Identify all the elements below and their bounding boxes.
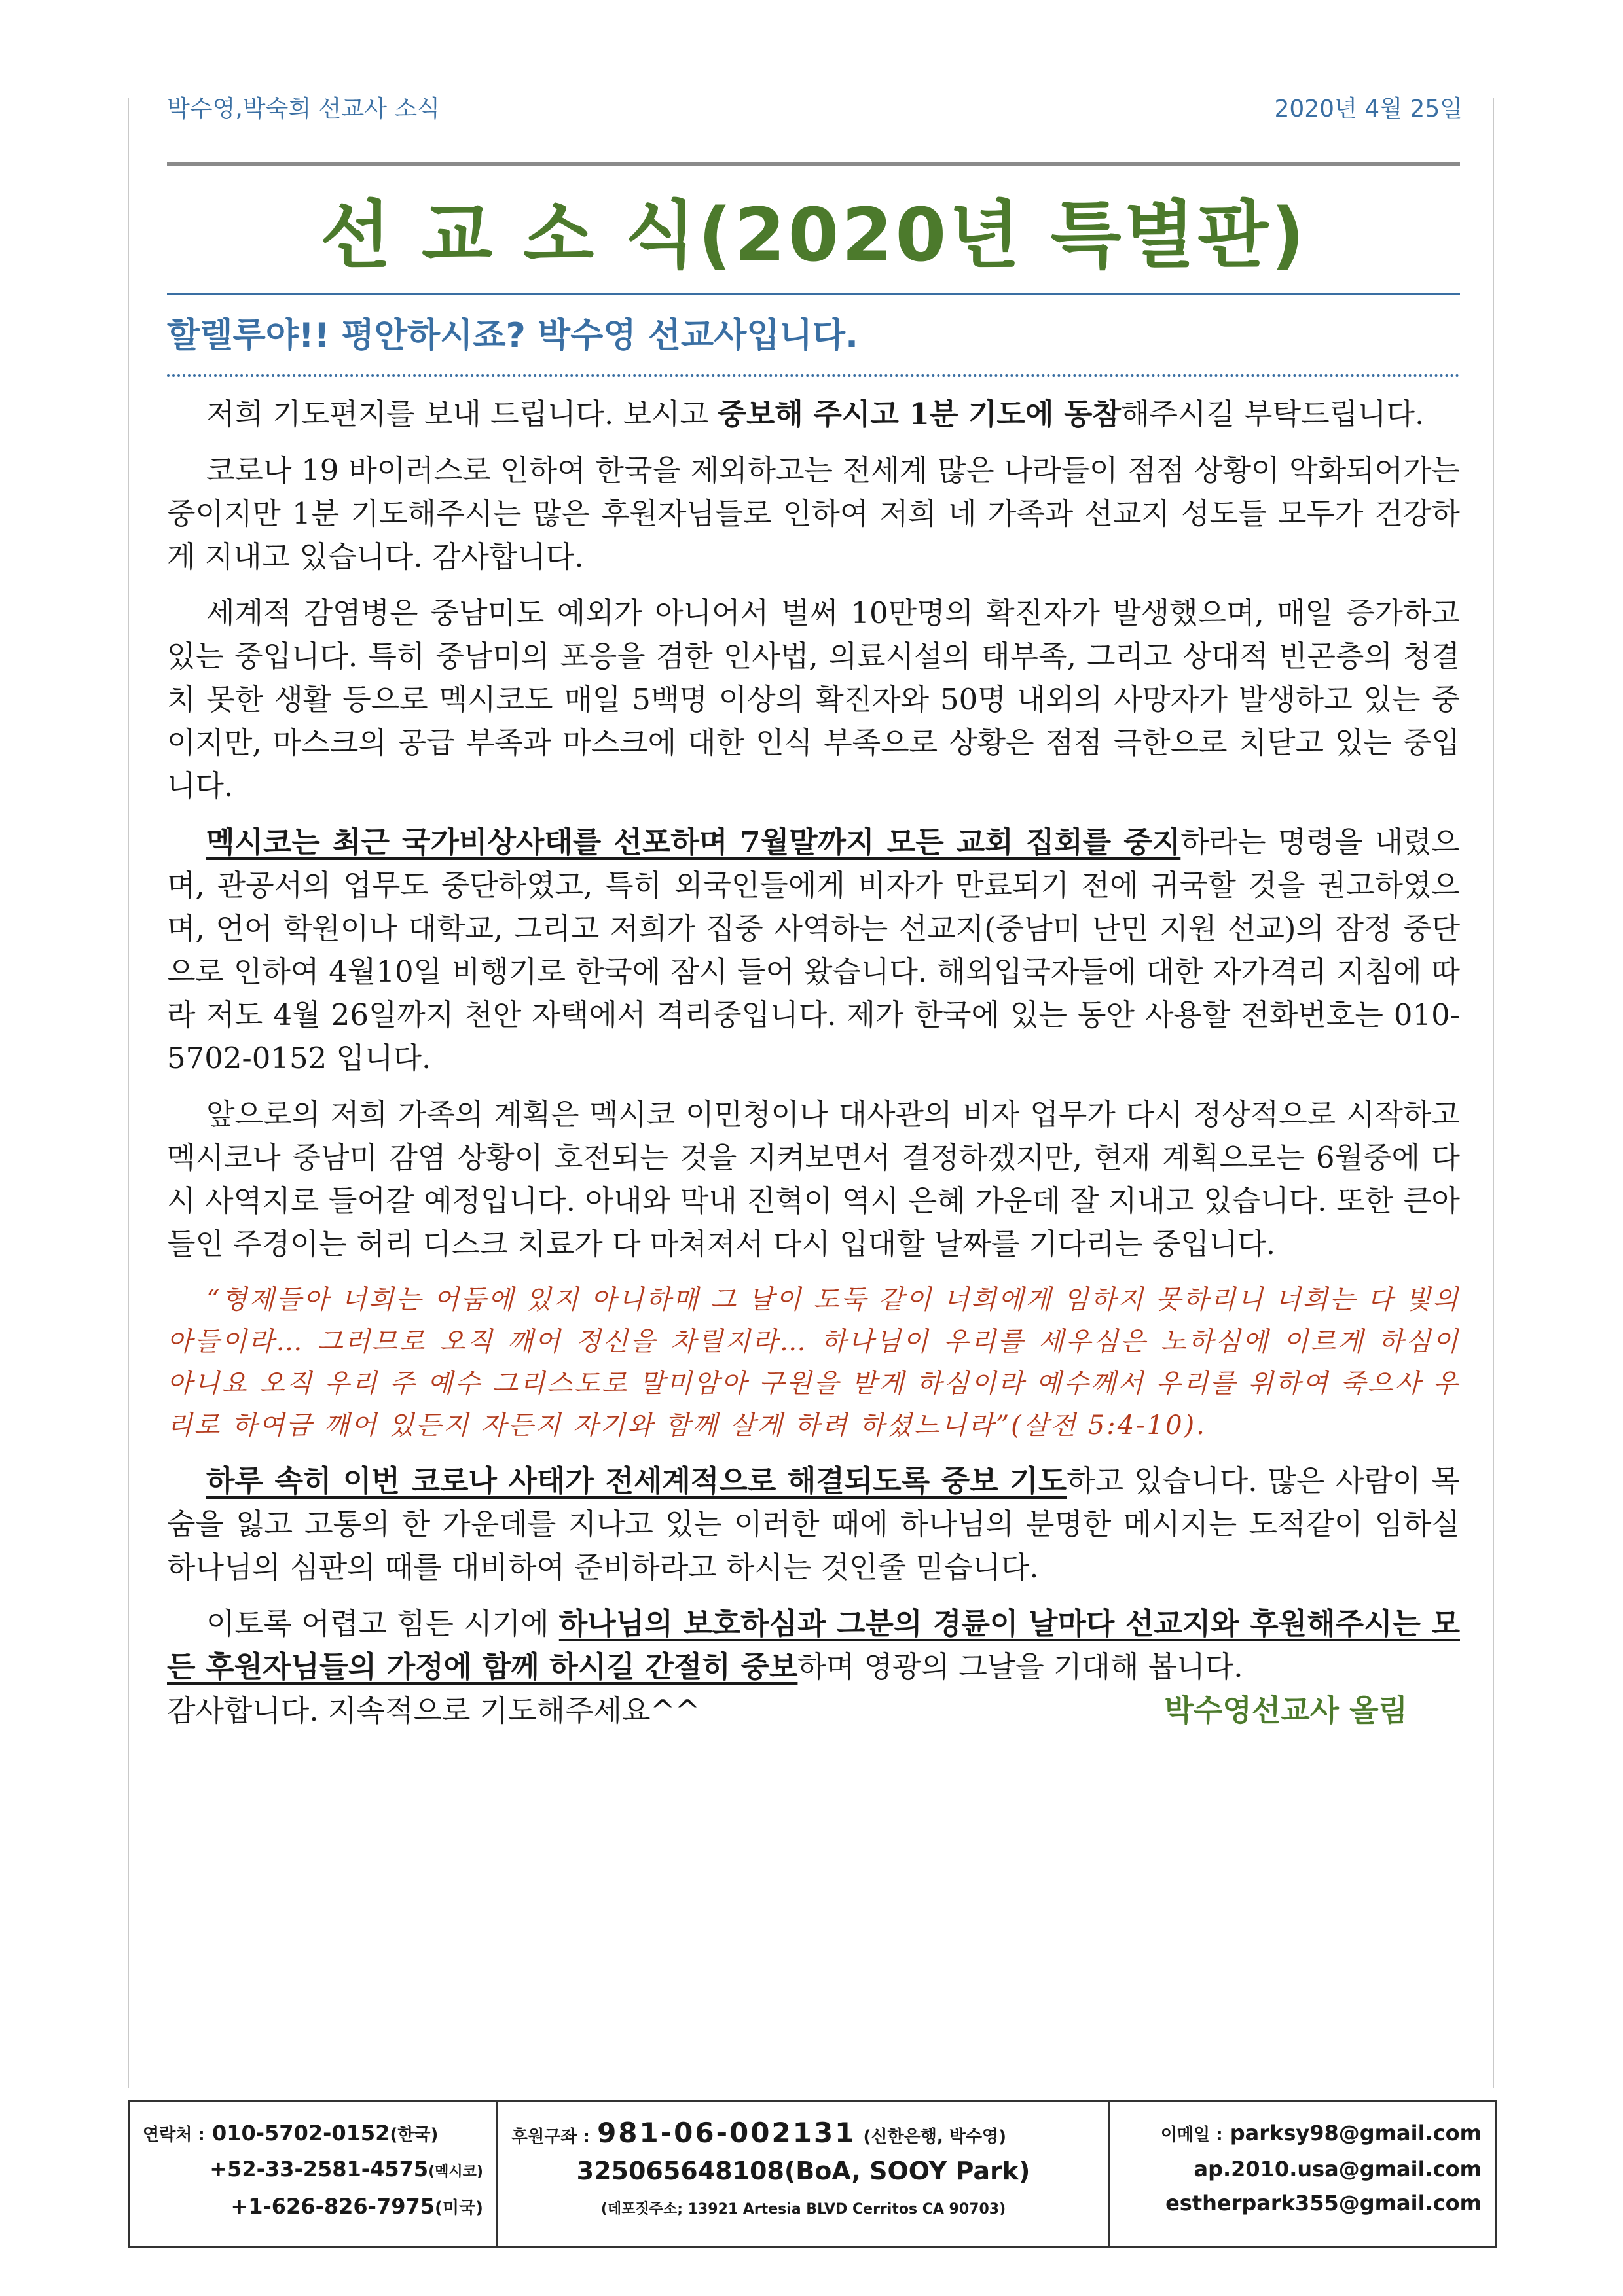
dotted-divider: [167, 374, 1460, 377]
paragraph-3: 세계적 감염병은 중남미도 예외가 아니어서 벌써 10만명의 확진자가 발생했으며, 매일 증가하고 있는 중입니다. 특히 중남미의 포응을 겸한 인사법, 의료시설의 태부족, 그리고 상대적 빈곤층의 청결치 못한 생활 등으로 멕시코도 매일 5백명 이상의 확진자와 50명 내외의 사망자가 발생하고 있는 중이지만, 마스크의 공급 부족과 마스크에 대한 인식 부족으로 상황은 점점 극한으로 치닫고 있는 중입니다.: [167, 596, 1460, 803]
p1-text: 저희 기도편지를 보내 드립니다. 보시고: [206, 397, 718, 431]
footer-account: [496, 2102, 1108, 2246]
p4-underlined: 멕시코는 최근 국가비상사태를 선포하며 7월말까지 모든 교회 집회를 중지: [206, 825, 1181, 859]
account-usa-number: 325065648108(BoA, SOOY Park): [576, 2157, 1030, 2185]
p6-text: 하고 있습니다. 많은 사람이 목숨을 잃고 고통의 한 가운데를 지나고 있는 이러한 때에 하나님의 분명한 메시지는 도적같이 임하실 하나님의 심판의 때를 대비하여 준비하라고 하시는 것인줄 믿습니다.: [167, 1463, 1460, 1585]
deposit-address: (데포짓주소; 13921 Artesia BLVD Cerritos CA 90703): [600, 2201, 1006, 2217]
header-date: 2020년 4월 25일: [1274, 96, 1463, 122]
title-rule: [167, 293, 1460, 295]
contact-korea: [143, 2116, 483, 2152]
phone-mexico-tag: (멕시코): [428, 2164, 483, 2180]
paragraph-5: 앞으로의 저희 가족의 계획은 멕시코 이민청이나 대사관의 비자 업무가 다시 정상적으로 시작하고 멕시코나 중남미 감염 상황이 호전되는 것을 지켜보면서 결정하겠지만, 현재 계획으로는 6월중에 다시 사역지로 들어갈 예정입니다. 아내와 막내 진혁이 역시 은혜 가운데 잘 지내고 있습니다. 또한 큰아들인 주경이는 허리 디스크 치료가 다 마쳐져서 다시 입대할 날짜를 기다리는 중입니다.: [167, 1097, 1460, 1261]
email-row-1: [1123, 2116, 1482, 2152]
p1-bold: 중보해 주시고 1분 기도에 동참: [718, 397, 1121, 431]
contact-footer: [128, 2100, 1497, 2248]
account-korea-tag: (신한은행, 박수영): [863, 2127, 1007, 2147]
p7-text: 이토록 어렵고 힘든 시기에: [206, 1606, 559, 1641]
p4-text: 하라는 명령을 내렸으며, 관공서의 업무도 중단하였고, 특히 외국인들에게 비자가 만료되기 전에 귀국할 것을 권고하였으며, 언어 학원이나 대학교, 그리고 저희가 집중 사역하는 선교지(중남미 난민 지원 선교)의 잠정 중단으로 인하여 4월10일 비행기로 한국에 잠시 들어 왔습니다. 해외입국자들에 대한 자가격리 지침에 따라 저도 4월 26일까지 천안 자택에서 격리중입니다. 제가 한국에 있는 동안 사용할 전화번호는 010-5702-0152 입니다.: [167, 825, 1461, 1075]
paragraph-2: 코로나 19 바이러스로 인하여 한국을 제외하고는 전세계 많은 나라들이 점점 상황이 악화되어가는 중이지만 1분 기도해주시는 많은 후원자님들로 인하여 저희 네 가족과 선교지 성도들 모두가 건강하게 지내고 있습니다. 감사합니다.: [167, 453, 1460, 574]
closing-thanks: 감사합니다. 지속적으로 기도해주세요^^: [167, 1693, 700, 1728]
left-margin-line: [128, 98, 129, 2088]
p6-underlined: 하루 속히 이번 코로나 사태가 전세계적으로 해결되도록 중보 기도: [206, 1463, 1067, 1498]
account-korea: [511, 2116, 1095, 2154]
account-usa-address: [511, 2189, 1095, 2227]
phone-usa[interactable]: +1-626-826-7975: [230, 2194, 435, 2219]
newsletter-title: 선 교 소 식(2020년 특별판): [319, 193, 1307, 278]
phone-mexico[interactable]: +52-33-2581-4575: [210, 2157, 429, 2181]
signature: 박수영선교사 올림: [1164, 1693, 1408, 1728]
p7-text-end: 하며 영광의 그날을 기대해 봅니다.: [797, 1649, 1243, 1684]
p1-text-end: 해주시길 부탁드립니다.: [1120, 397, 1425, 431]
email-row-2: [1123, 2152, 1482, 2186]
email-1[interactable]: parksy98@gmail.com: [1230, 2121, 1482, 2145]
email-row-3: [1123, 2186, 1482, 2220]
email-label: 이메일 :: [1160, 2125, 1223, 2145]
contact-mexico: [143, 2152, 483, 2189]
contact-usa: [143, 2189, 483, 2225]
email-2[interactable]: ap.2010.usa@gmail.com: [1194, 2157, 1482, 2181]
closing-line: [167, 1689, 1460, 1732]
paragraph-1: [167, 393, 1460, 436]
account-label: 후원구좌 :: [511, 2127, 590, 2147]
phone-usa-tag: (미국): [435, 2198, 483, 2218]
email-3[interactable]: estherpark355@gmail.com: [1165, 2191, 1482, 2215]
right-margin-line: [1493, 98, 1494, 2088]
paragraph-7: [167, 1602, 1460, 1689]
account-korea-number: 981-06-002131: [597, 2117, 856, 2149]
phone-korea[interactable]: 010-5702-0152: [211, 2121, 390, 2145]
phone-korea-tag: (한국): [390, 2125, 439, 2145]
letter-body: [167, 393, 1460, 1732]
scripture-quote: “형제들아 너희는 어둠에 있지 아니하매 그 날이 도둑 같이 너희에게 임하지 못하리니 너희는 다 빛의 아들이라… 그러므로 오직 깨어 정신을 차릴지라… 하나님이 우리를 세우심은 노하심에 이르게 하심이 아니요 오직 우리 주 예수 그리스도로 말미암아 구원을 받게 하심이라 예수께서 우리를 위하여 죽으사 우리로 하여금 깨어 있든지 자든지 자기와 함께 살게 하려 하셨느니라”(살전 5:4-10).: [167, 1285, 1460, 1441]
paragraph-4: [167, 821, 1460, 1080]
paragraph-6: [167, 1460, 1460, 1589]
header-sender: 박수영,박숙희 선교사 소식: [167, 96, 440, 122]
p7-underlined: 하나님의 보호하심과 그분의 경륜이 날마다 선교지와 후원해주시는 모든 후원자님들의 가정에 함께 하시길 간절히 중보: [167, 1606, 1460, 1684]
account-usa: [511, 2154, 1095, 2189]
footer-email: [1108, 2102, 1495, 2246]
greeting-subtitle: 할렐루야!! 평안하시죠? 박수영 선교사입니다.: [167, 316, 858, 355]
footer-contact: [130, 2102, 496, 2246]
header-rule: [167, 162, 1460, 166]
contact-label: 연락처 :: [143, 2125, 205, 2145]
